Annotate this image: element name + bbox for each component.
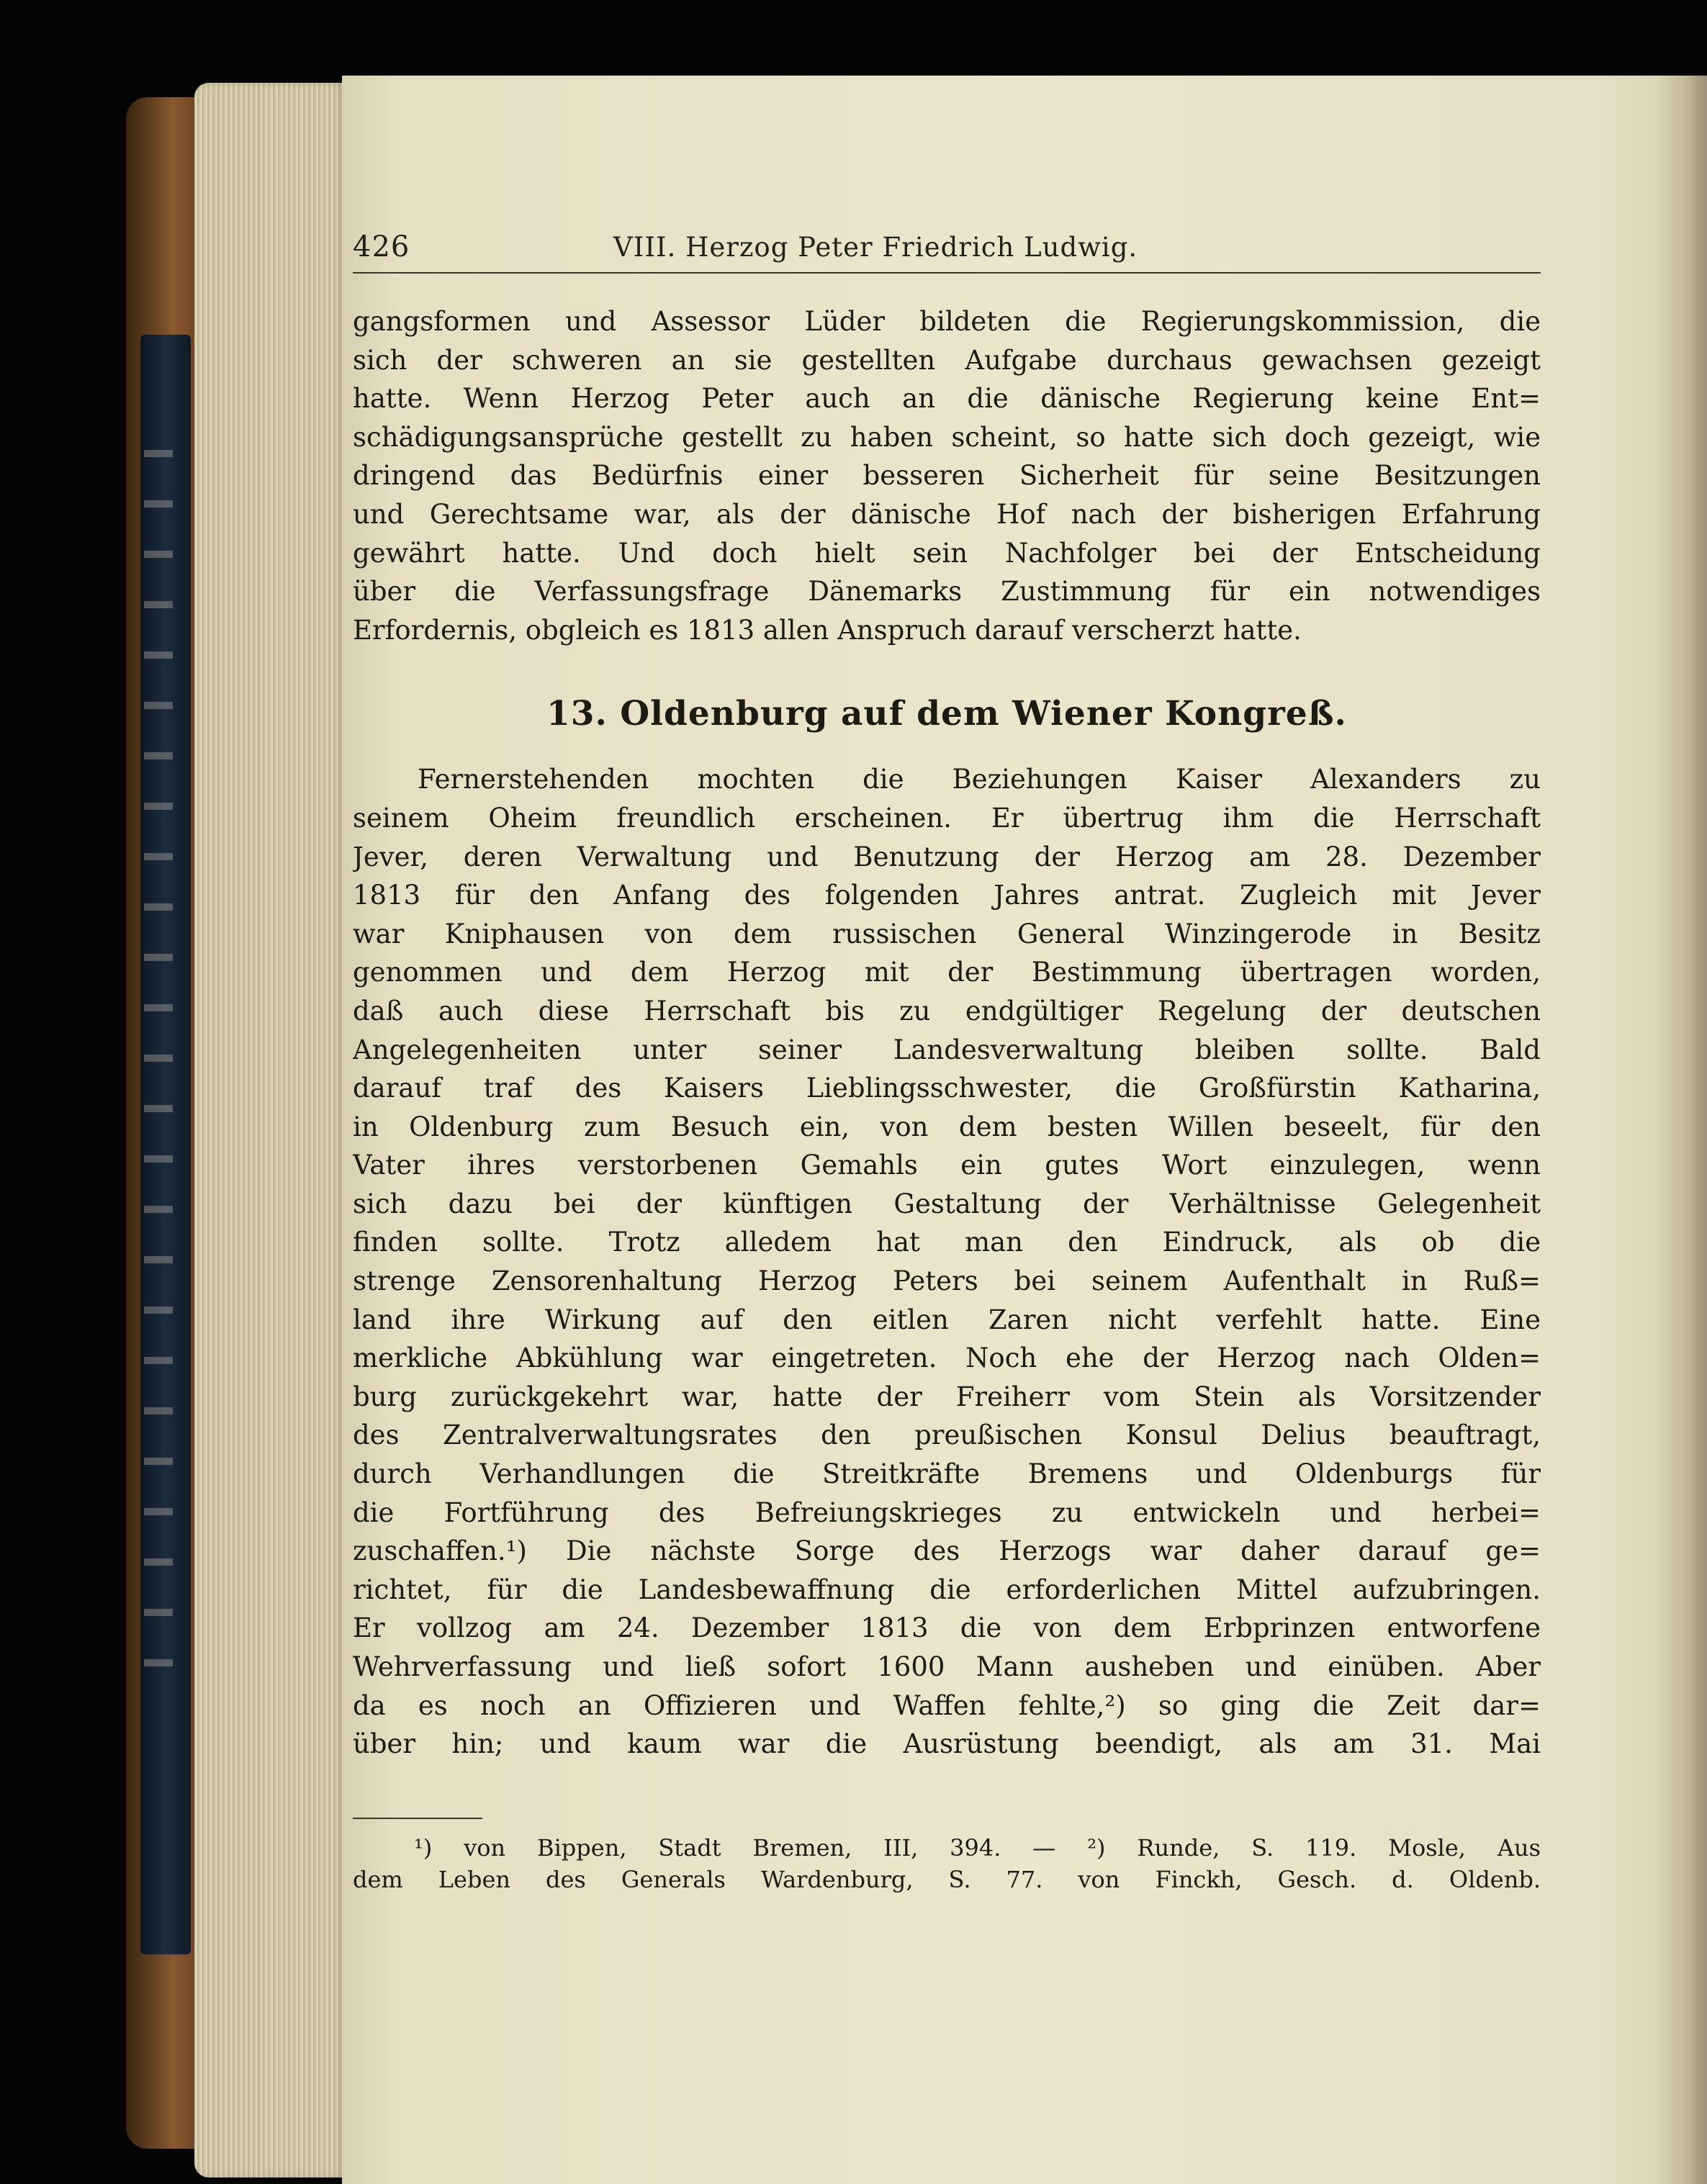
- text-line: über hin; und kaum war die Ausrüstung beendigt, als am 31. Mai: [353, 1728, 1541, 1760]
- text-line: Erfordernis, obgleich es 1813 allen Anspruch darauf verscherzt hatte.: [353, 614, 1302, 646]
- text-line: war Kniphausen von dem russischen General Winzingerode in Besitz: [353, 918, 1541, 949]
- footnote-line: ¹) von Bippen, Stadt Bremen, III, 394. — ²) Runde, S. 119. Mosle, Aus: [414, 1834, 1541, 1862]
- spine-wear: [144, 407, 173, 1702]
- paragraph-1: [353, 302, 1541, 649]
- text-line: richtet, für die Landesbewaffnung die erforderlichen Mittel aufzubringen.: [353, 1574, 1541, 1605]
- page-gutter-shadow: [1657, 76, 1707, 2184]
- text-line: und Gerechtsame war, als der dänische Hof nach der bisherigen Erfahrung: [353, 498, 1541, 530]
- text-line: land ihre Wirkung auf den eitlen Zaren nicht verfehlt hatte. Eine: [353, 1304, 1541, 1335]
- text-line: gewährt hatte. Und doch hielt sein Nachfolger bei der Entscheidung: [353, 537, 1541, 569]
- footnote-line: dem Leben des Generals Wardenburg, S. 77. von Finckh, Gesch. d. Oldenb.: [353, 1866, 1541, 1893]
- footnotes: [353, 1832, 1541, 1895]
- text-line: in Oldenburg zum Besuch ein, von dem besten Willen beseelt, für den: [353, 1111, 1541, 1142]
- text-line: sich dazu bei der künftigen Gestaltung der Verhältnisse Gelegenheit: [353, 1188, 1541, 1219]
- text-line: Angelegenheiten unter seiner Landesverwaltung bleiben sollte. Bald: [353, 1034, 1541, 1065]
- text-line: finden sollte. Trotz alledem hat man den Eindruck, als ob die: [353, 1227, 1541, 1258]
- text-line: hatte. Wenn Herzog Peter auch an die dänische Regierung keine Ent=: [353, 383, 1541, 415]
- page-number: 426: [353, 230, 410, 263]
- text-line: da es noch an Offizieren und Waffen fehlte,²) so ging die Zeit dar=: [353, 1689, 1541, 1721]
- footnote-rule: [353, 1818, 482, 1819]
- text-line: strenge Zensorenhaltung Herzog Peters bei seinem Aufenthalt in Ruß=: [353, 1265, 1541, 1297]
- text-line: dringend das Bedürfnis einer besseren Sicherheit für seine Besitzungen: [353, 460, 1541, 492]
- text-line: sich der schweren an sie gestellten Aufgabe durchaus gewachsen gezeigt: [353, 344, 1541, 376]
- text-line: Fernerstehenden mochten die Beziehungen Kaiser Alexanders zu: [418, 764, 1541, 795]
- page-edges: [194, 83, 346, 2178]
- text-line: genommen und dem Herzog mit der Bestimmung übertragen worden,: [353, 957, 1541, 988]
- text-line: darauf traf des Kaisers Lieblingsschwester, die Großfürstin Katharina,: [353, 1073, 1541, 1104]
- text-line: burg zurückgekehrt war, hatte der Freiherr vom Stein als Vorsitzender: [353, 1381, 1541, 1412]
- text-line: über die Verfassungsfrage Dänemarks Zustimmung für ein notwendiges: [353, 576, 1541, 608]
- text-line: gangsformen und Assessor Lüder bildeten die Regierungskommission, die: [353, 306, 1541, 337]
- text-line: merkliche Abkühlung war eingetreten. Noch ehe der Herzog nach Olden=: [353, 1343, 1541, 1374]
- text-line: daß auch diese Herrschaft bis zu endgültiger Regelung der deutschen: [353, 995, 1541, 1026]
- text-line: seinem Oheim freundlich erscheinen. Er übertrug ihm die Herrschaft: [353, 802, 1541, 834]
- text-line: Wehrverfassung und ließ sofort 1600 Mann ausheben und einüben. Aber: [353, 1651, 1541, 1682]
- text-line: schädigungsansprüche gestellt zu haben scheint, so hatte sich doch gezeigt, wie: [353, 421, 1541, 453]
- text-line: zuschaffen.¹) Die nächste Sorge des Herzogs war daher darauf ge=: [353, 1535, 1541, 1567]
- text-line: 1813 für den Anfang des folgenden Jahres antrat. Zugleich mit Jever: [353, 880, 1541, 911]
- text-line: durch Verhandlungen die Streitkräfte Bremens und Oldenburgs für: [353, 1458, 1541, 1490]
- text-line: des Zentralverwaltungsrates den preußischen Konsul Delius beauftragt,: [353, 1420, 1541, 1451]
- body-text: [353, 302, 1541, 1764]
- running-title: VIII. Herzog Peter Friedrich Ludwig.: [613, 232, 1138, 263]
- text-line: Er vollzog am 24. Dezember 1813 die von dem Erbprinzen entworfene: [353, 1612, 1541, 1644]
- text-line: die Fortführung des Befreiungskrieges zu entwickeln und herbei=: [353, 1497, 1541, 1528]
- paragraph-2: [353, 760, 1541, 1763]
- section-heading: 13. Oldenburg auf dem Wiener Kongreß.: [546, 694, 1347, 734]
- text-line: Vater ihres verstorbenen Gemahls ein gutes Wort einzulegen, wenn: [353, 1150, 1541, 1181]
- page-header: [353, 229, 1541, 274]
- text-line: Jever, deren Verwaltung und Benutzung der Herzog am 28. Dezember: [353, 841, 1541, 872]
